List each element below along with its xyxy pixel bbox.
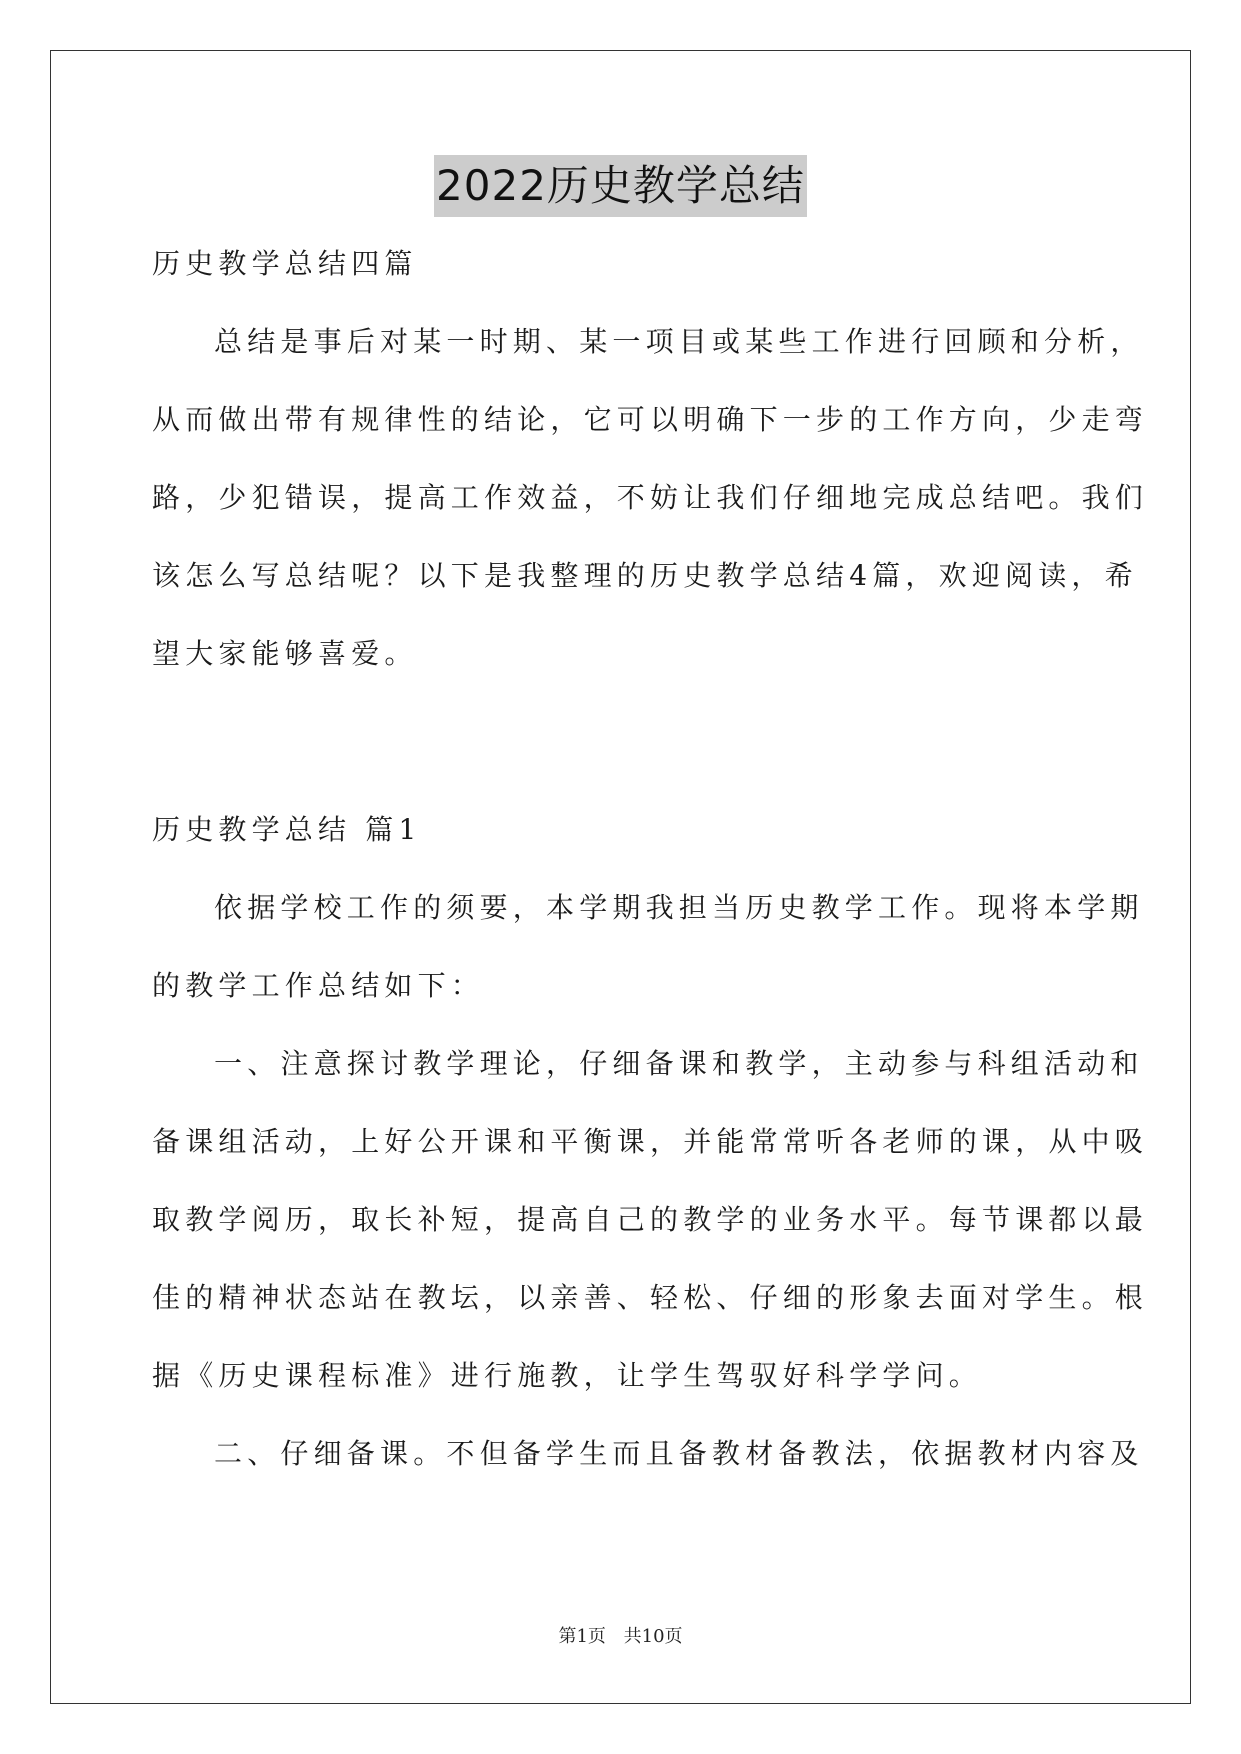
paragraph-line: 依据学校工作的须要，本学期我担当历史教学工作。现将本学期 (214, 891, 1144, 924)
title-container (0, 155, 1241, 217)
paragraph-line: 的教学工作总结如下： (152, 969, 485, 1002)
paragraph-line: 望大家能够喜爱。 (152, 637, 418, 670)
paragraph-line: 一、注意探讨教学理论，仔细备课和教学，主动参与科组活动和 (214, 1047, 1144, 1080)
page-footer (0, 1622, 1241, 1648)
paragraph-line: 路，少犯错误，提高工作效益，不妨让我们仔细地完成总结吧。我们 (152, 481, 1149, 514)
paragraph-line: 据《历史课程标准》进行施教，让学生驾驭好科学学问。 (152, 1359, 983, 1392)
document-body (152, 225, 1149, 1493)
document-title: 2022历史教学总结 (434, 155, 807, 217)
blank-line (152, 693, 1092, 791)
page-number: 第1页 (558, 1626, 606, 1647)
paragraph-line: 该怎么写总结呢？以下是我整理的历史教学总结4篇，欢迎阅读，希 (152, 559, 1138, 592)
paragraph-line: 取教学阅历，取长补短，提高自己的教学的业务水平。每节课都以最 (152, 1203, 1149, 1236)
paragraph-line: 总结是事后对某一时期、某一项目或某些工作进行回顾和分析， (214, 325, 1144, 358)
paragraph-line: 备课组活动，上好公开课和平衡课，并能常常听各老师的课，从中吸 (152, 1125, 1149, 1158)
paragraph-line: 从而做出带有规律性的结论，它可以明确下一步的工作方向，少走弯 (152, 403, 1149, 436)
page-total: 共10页 (623, 1626, 683, 1647)
paragraph-line: 佳的精神状态站在教坛，以亲善、轻松、仔细的形象去面对学生。根 (152, 1281, 1149, 1314)
paragraph-line: 二、仔细备课。不但备学生而且备教材备教法，依据教材内容及 (214, 1437, 1144, 1470)
section-heading-overview: 历史教学总结四篇 (152, 247, 418, 280)
section-heading-part-1: 历史教学总结 篇1 (152, 813, 422, 846)
